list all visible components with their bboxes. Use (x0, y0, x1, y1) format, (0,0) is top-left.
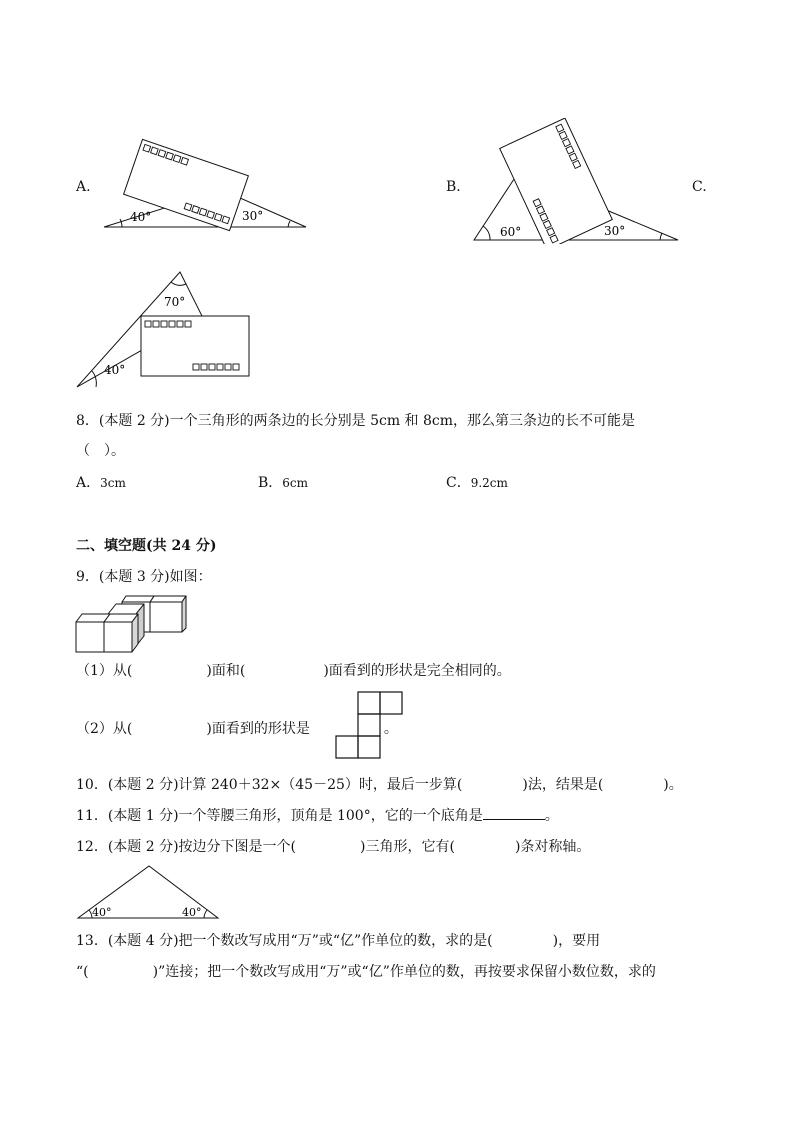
angle-label: 40° (92, 906, 112, 919)
angle-label: 40° (104, 363, 126, 377)
option-c-label: C. (692, 179, 707, 195)
angle-label: 30° (604, 224, 626, 238)
angle-label: 60° (500, 225, 522, 239)
q8-option-a[interactable] (76, 473, 126, 493)
option-value: 6cm (282, 476, 309, 490)
q8-option-b[interactable] (258, 473, 308, 493)
question-11: 11．(本题 1 分)一个等腰三角形，顶角是 100°，它的一个底角是 。 (76, 808, 559, 824)
angle-label: 70° (164, 295, 186, 309)
angle-label: 40° (130, 210, 152, 224)
option-letter: B． (258, 475, 283, 491)
question-8-stem: 8．(本题 2 分)一个三角形的两条边的长分别是 5cm 和 8cm，那么第三条边的长不可能是 (76, 413, 636, 429)
figure-option-a (100, 128, 312, 232)
view-shape-figure (334, 690, 404, 762)
answer-blank[interactable] (483, 807, 545, 820)
question-8-answer-blank[interactable]: （ ）。 (76, 443, 125, 459)
q8-option-c[interactable] (446, 473, 508, 493)
isosceles-triangle-figure (76, 864, 222, 922)
question-9-stem: 9．(本题 3 分)如图： (76, 569, 212, 585)
angle-label: 30° (242, 209, 264, 223)
figure-option-b (470, 118, 682, 244)
option-value: 9.2cm (470, 476, 508, 490)
question-9-sub2: （2）从( )面看到的形状是 。 (76, 721, 398, 737)
question-13-line1: 13．(本题 4 分)把一个数改写成用“万”或“亿”作单位的数，求的是( )，要用 (76, 933, 601, 949)
option-a-label: A. (76, 179, 91, 195)
section-title: 二、填空题(共 24 分) (76, 538, 217, 554)
question-12: 12．(本题 2 分)按边分下图是一个( )三角形，它有( )条对称轴。 (76, 839, 591, 855)
question-9-sub1: （1）从( )面和( )面看到的形状是完全相同的。 (76, 663, 511, 679)
option-b-label: B. (446, 179, 461, 195)
option-letter: A． (76, 475, 101, 491)
question-10: 10．(本题 2 分)计算 240＋32×（45－25）时，最后一步算( )法，结果是( )。 (76, 777, 683, 793)
angle-label: 40° (182, 906, 202, 919)
figure-option-c (74, 268, 254, 392)
cube-stack-figure (74, 592, 190, 654)
question-13-line2: “( )”连接；把一个数改写成用“万”或“亿”作单位的数，再按要求保留小数位数，求的 (76, 964, 656, 980)
option-value: 3cm (100, 476, 126, 490)
option-letter: C． (446, 475, 471, 491)
